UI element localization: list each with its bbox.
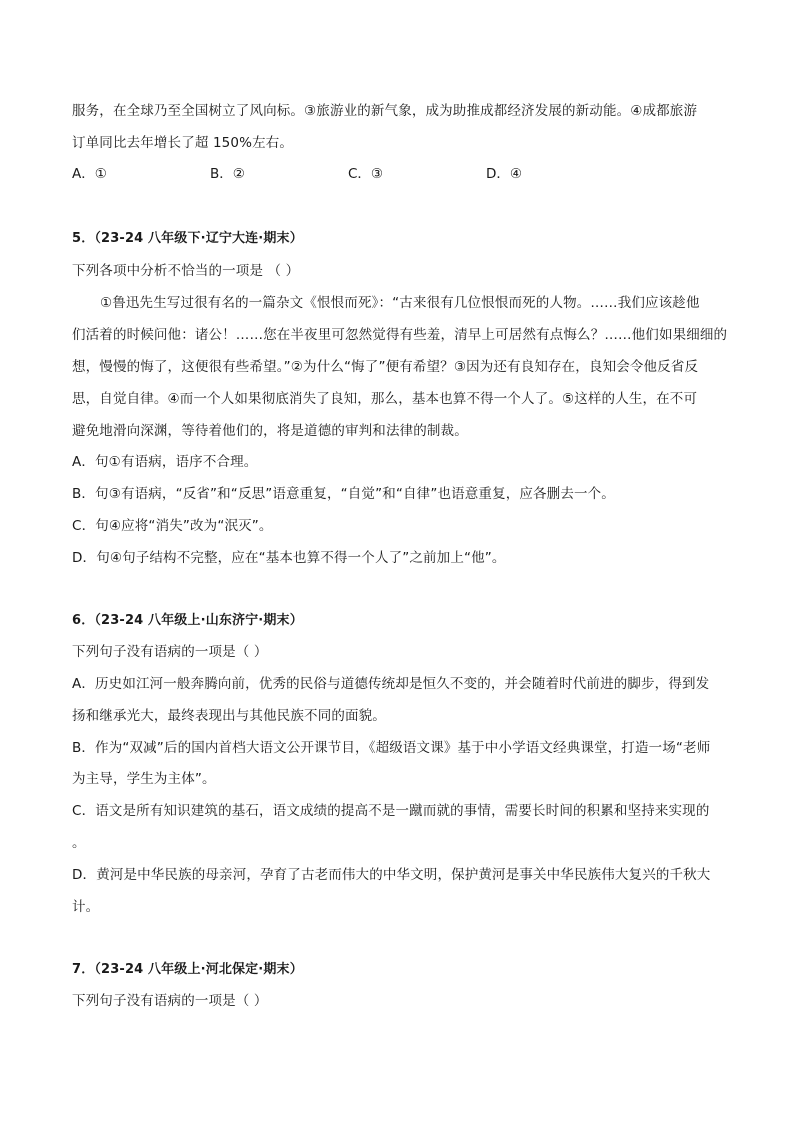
question-6-stem: 下列句子没有语病的一项是（ ） <box>72 644 268 660</box>
question-5-header <box>72 229 732 249</box>
question-5-passage-line-1: ①鲁迅先生写过很有名的一篇杂文《恨恨而死》：“古来很有几位恨恨而死的人物。……我们应该趁他 <box>100 295 700 311</box>
question-6-option-d-line-1: D．黄河是中华民族的母亲河，孕育了古老而伟大的中华文明，保护黄河是事关中华民族伟大复兴的千秋大 <box>72 867 711 883</box>
prev-option-d: D．④ <box>486 166 522 182</box>
question-5-source: （23-24 八年级下·辽宁大连·期末） <box>94 231 303 246</box>
question-6-header <box>72 611 732 631</box>
question-6-option-c-line-2: 。 <box>72 835 86 851</box>
question-5-option-d: D．句④句子结构不完整，应在“基本也算不得一个人了”之前加上“他”。 <box>72 550 506 566</box>
question-7-source: （23-24 八年级上·河北保定·期末） <box>94 962 303 977</box>
question-5-passage-line-4: 思，自觉自律。④而一个人如果彻底消失了良知，那么，基本也算不得一个人了。⑤这样的人生，在不可 <box>72 391 698 407</box>
question-6-option-b-line-2: 为主导，学生为主体”。 <box>72 771 216 787</box>
question-5-option-a: A．句①有语病，语序不合理。 <box>72 454 258 470</box>
question-6-option-a-line-1: A．历史如江河一般奔腾向前，优秀的民俗与道德传统却是恒久不变的，并会随着时代前进的脚步，得到发 <box>72 676 710 692</box>
question-5-number: 5． <box>72 231 95 246</box>
question-6-option-b-line-1: B．作为“双减”后的国内首档大语文公开课节目，《超级语文课》基于中小学语文经典课堂，打造一场“老师 <box>72 740 711 756</box>
prev-option-c: C．③ <box>348 166 384 182</box>
prev-option-a: A．① <box>72 166 107 182</box>
question-7-header <box>72 960 732 980</box>
question-5-option-b: B．句③有语病，“反省”和“反思”语意重复，“自觉”和“自律”也语意重复，应各删去一个。 <box>72 486 615 502</box>
question-6-option-a-line-2: 扬和继承光大，最终表现出与其他民族不同的面貌。 <box>72 708 386 724</box>
question-7-stem: 下列句子没有语病的一项是（ ） <box>72 993 268 1009</box>
question-6-number: 6． <box>72 613 95 628</box>
prev-text-line-2: 订单同比去年增长了超 150%左右。 <box>72 135 294 151</box>
question-6-source: （23-24 八年级上·山东济宁·期末） <box>94 613 303 628</box>
prev-text-line-1: 服务，在全球乃至全国树立了风向标。③旅游业的新气象，成为助推成都经济发展的新动能。④成都旅游 <box>72 103 698 119</box>
question-5-passage-line-2: 们活着的时候问他：诸公！……您在半夜里可忽然觉得有些羞，清早上可居然有点悔么？……他们如果细细的 <box>72 327 728 343</box>
question-6-option-d-line-2: 计。 <box>72 899 100 915</box>
question-6-option-c-line-1: C．语文是所有知识建筑的基石，语文成绩的提高不是一蹴而就的事情，需要长时间的积累和坚持来实现的 <box>72 803 710 819</box>
prev-option-b: B．② <box>210 166 245 182</box>
question-5-option-c: C．句④应将“消失”改为“泯灭”。 <box>72 518 273 534</box>
question-5-stem: 下列各项中分析不恰当的一项是 （ ） <box>72 263 300 279</box>
question-7-number: 7． <box>72 962 95 977</box>
question-5-passage-line-3: 想，慢慢的悔了，这便很有些希望。”②为什么“悔了”便有希望？③因为还有良知存在，良知会令他反省反 <box>72 359 699 375</box>
question-5-passage-line-5: 避免地滑向深渊，等待着他们的，将是道德的审判和法律的制裁。 <box>72 423 468 439</box>
